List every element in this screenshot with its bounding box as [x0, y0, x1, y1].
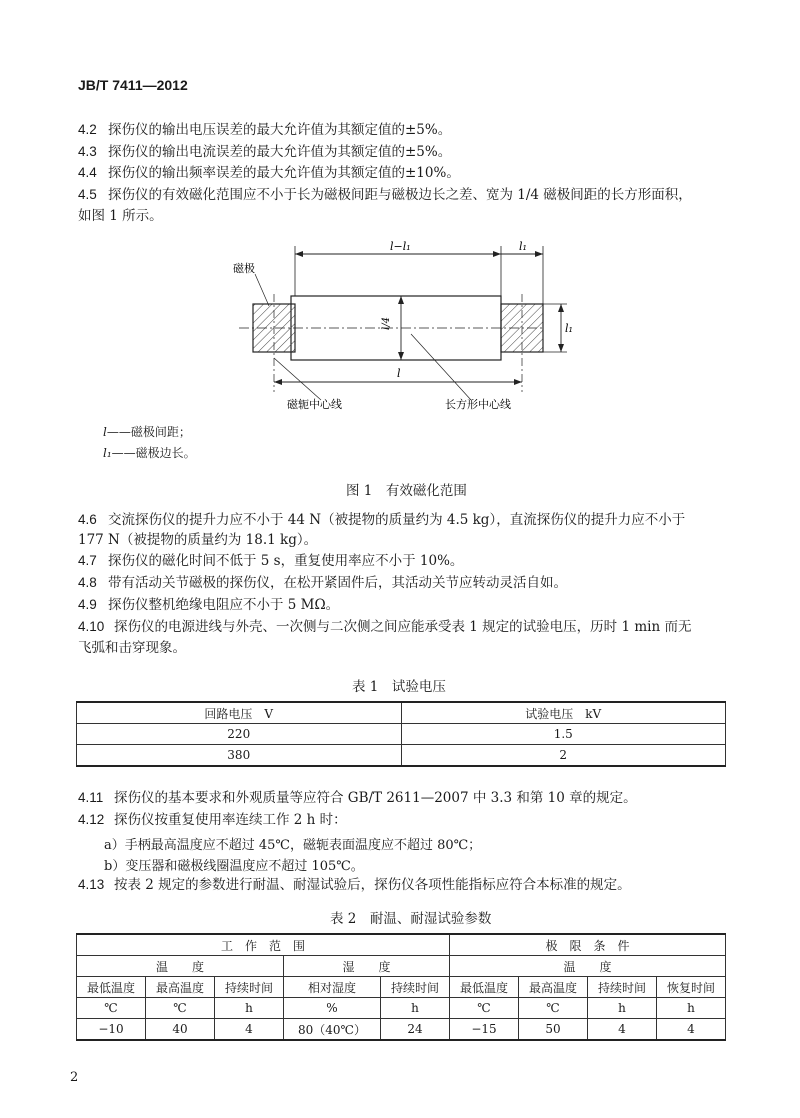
clause-4-11 [78, 790, 637, 806]
clause-text: 按表 2 规定的参数进行耐温、耐湿试验后，探伤仪各项性能指标应符合本标准的规定。 [114, 877, 631, 893]
table-1 [76, 701, 726, 767]
dim-label-l: l [397, 367, 401, 380]
unit-cell: h [214, 998, 283, 1019]
clause-text: 探伤仪按重复使用率连续工作 2 h 时： [114, 812, 347, 828]
clause-4-6-continued: 177 N（被提物的质量约为 18.1 kg）。 [78, 532, 318, 548]
table-units-row [77, 998, 726, 1019]
clause-text: 探伤仪的输出频率误差的最大允许值为其额定值的±10%。 [108, 165, 460, 181]
unit-cell: h [587, 998, 656, 1019]
table-header-row [77, 702, 726, 724]
table-header-row [77, 956, 726, 977]
table-cell: 2 [401, 745, 726, 767]
clause-4-6 [78, 512, 685, 528]
clause-4-5-continued: 如图 1 所示。 [78, 208, 163, 224]
clause-4-12-item-a: a）手柄最高温度应不超过 45℃，磁轭表面温度应不超过 80℃； [104, 838, 482, 853]
subheader-temperature: 温 度 [450, 956, 726, 977]
table-cell: −10 [77, 1019, 146, 1041]
clause-number: 4.3 [78, 144, 97, 159]
dim-label-l-minus-l1: l−l₁ [390, 240, 411, 253]
unit-cell: ℃ [518, 998, 587, 1019]
table-2-title: 表 2 耐温、耐湿试验参数 [330, 911, 492, 927]
column-header: 相对湿度 [283, 977, 380, 998]
legend-item-l1 [103, 444, 196, 461]
table-cell: 80（40℃） [283, 1019, 380, 1041]
clause-text: 探伤仪的基本要求和外观质量等应符合 GB/T 2611—2007 中 3.3 和第 10 章的规定。 [114, 790, 637, 806]
table-cell: 1.5 [401, 724, 726, 745]
clause-text: 探伤仪整机绝缘电阻应不小于 5 MΩ。 [108, 597, 340, 613]
clause-text: 带有活动关节磁极的探伤仪，在松开紧固件后，其活动关节应转动灵活自如。 [108, 575, 567, 591]
legend-item-l [103, 423, 191, 440]
clause-number: 4.10 [78, 619, 105, 634]
unit-cell: % [283, 998, 380, 1019]
table-1-title: 表 1 试验电压 [352, 679, 446, 695]
clause-text: 交流探伤仪的提升力应不小于 44 N（被提物的质量约为 4.5 kg），直流探伤仪的提升力应不小于 [108, 512, 686, 528]
clause-number: 4.4 [78, 165, 97, 180]
rect-centerline-label: 长方形中心线 [445, 398, 511, 411]
clause-4-10-continued: 飞弧和击穿现象。 [78, 640, 186, 656]
clause-text: 探伤仪的磁化时间不低于 5 s，重复使用率应不小于 10%。 [108, 553, 464, 569]
clause-number: 4.8 [78, 575, 97, 590]
dim-label-l4: l/4 [381, 317, 392, 330]
legend-symbol: l₁ [103, 446, 112, 460]
page-number: 2 [70, 1070, 79, 1085]
clause-number: 4.7 [78, 553, 97, 568]
legend-symbol: l [103, 425, 107, 439]
clause-4-12 [78, 812, 347, 828]
clause-4-2 [78, 122, 451, 138]
clause-text: 探伤仪的输出电流误差的最大允许值为其额定值的±5%。 [108, 144, 452, 160]
figure-1-diagram [225, 232, 585, 417]
clause-text: 探伤仪的有效磁化范围应不小于长为磁极间距与磁极边长之差、宽为 1/4 磁极间距的长方形面积， [108, 187, 692, 203]
clause-4-5 [78, 187, 692, 203]
group-header-working-range: 工 作 范 围 [77, 934, 450, 956]
table-cell: 4 [656, 1019, 725, 1041]
table-cell: 50 [518, 1019, 587, 1041]
column-header: 最高温度 [518, 977, 587, 998]
clause-number: 4.12 [78, 812, 105, 827]
clause-number: 4.2 [78, 122, 97, 137]
table-header-row [77, 977, 726, 998]
clause-4-10 [78, 619, 691, 635]
clause-number: 4.5 [78, 187, 97, 202]
yoke-centerline-label: 磁轭中心线 [287, 398, 342, 411]
unit-cell: ℃ [145, 998, 214, 1019]
clause-number: 4.6 [78, 512, 97, 527]
table-cell: −15 [450, 1019, 519, 1041]
subheader-temperature: 温 度 [77, 956, 284, 977]
clause-4-7 [78, 553, 463, 569]
column-header: 最低温度 [450, 977, 519, 998]
subheader-humidity: 湿 度 [283, 956, 449, 977]
legend-text: ——磁极边长。 [111, 446, 196, 460]
clause-number: 4.9 [78, 597, 97, 612]
legend-text: ——磁极间距； [106, 425, 191, 439]
table-cell: 4 [587, 1019, 656, 1041]
table-header-row [77, 934, 726, 956]
table-row [77, 745, 726, 767]
clause-number: 4.11 [78, 790, 104, 805]
clause-4-13 [78, 877, 631, 893]
table-cell: 24 [381, 1019, 450, 1041]
table-2 [76, 933, 726, 1041]
clause-number: 4.13 [78, 877, 105, 892]
table-cell: 4 [214, 1019, 283, 1041]
clause-text: 探伤仪的输出电压误差的最大允许值为其额定值的±5%。 [108, 122, 452, 138]
dim-label-l1-side: l₁ [565, 322, 573, 335]
unit-cell: ℃ [77, 998, 146, 1019]
standard-number: JB/T 7411—2012 [78, 77, 188, 93]
column-header: 持续时间 [214, 977, 283, 998]
pole-label: 磁极 [233, 262, 255, 275]
clause-4-12-item-b: b）变压器和磁极线圈温度应不超过 105℃。 [104, 859, 364, 874]
table-row [77, 1019, 726, 1041]
column-header: 最低温度 [77, 977, 146, 998]
figure-1-caption: 图 1 有效磁化范围 [346, 483, 467, 499]
clause-4-4 [78, 165, 460, 181]
table-header-cell: 回路电压 V [77, 702, 402, 724]
unit-cell: ℃ [450, 998, 519, 1019]
unit-cell: h [656, 998, 725, 1019]
clause-text: 探伤仪的电源进线与外壳、一次侧与二次侧之间应能承受表 1 规定的试验电压，历时 1 min 而无 [114, 619, 692, 635]
table-row [77, 724, 726, 745]
clause-4-8 [78, 575, 567, 591]
column-header: 持续时间 [381, 977, 450, 998]
table-header-cell: 试验电压 kV [401, 702, 726, 724]
dim-label-l1-top: l₁ [519, 240, 527, 253]
clause-4-9 [78, 597, 339, 613]
table-cell: 40 [145, 1019, 214, 1041]
column-header: 恢复时间 [656, 977, 725, 998]
column-header: 最高温度 [145, 977, 214, 998]
group-header-limit-conditions: 极 限 条 件 [450, 934, 726, 956]
column-header: 持续时间 [587, 977, 656, 998]
clause-4-3 [78, 144, 451, 160]
unit-cell: h [381, 998, 450, 1019]
table-cell: 220 [77, 724, 402, 745]
table-cell: 380 [77, 745, 402, 767]
